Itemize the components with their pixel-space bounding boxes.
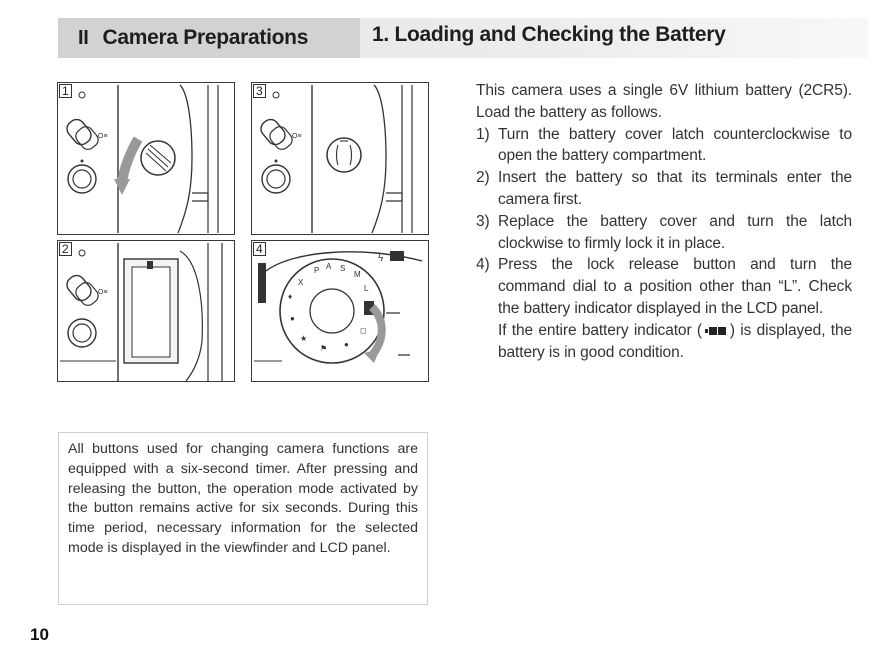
intro-paragraph: This camera uses a single 6V lithium battery (2CR5). Load the battery as follows. <box>476 82 852 121</box>
svg-text:S: S <box>340 264 346 273</box>
svg-text:ϟ: ϟ <box>378 253 384 264</box>
instructions <box>476 80 852 363</box>
step-number: 2) <box>476 169 490 187</box>
page-number: 10 <box>30 625 49 644</box>
page-title: 1. Loading and Checking the Battery <box>372 23 726 46</box>
svg-text:◻: ◻ <box>360 326 367 335</box>
figure-4 <box>251 240 429 382</box>
battery-full-icon <box>705 326 727 336</box>
svg-text:M: M <box>354 270 361 279</box>
section-tab <box>58 18 360 58</box>
step-1 <box>476 124 852 168</box>
svg-text:★: ★ <box>300 334 308 343</box>
svg-text:⚑: ⚑ <box>320 344 328 353</box>
figure-1 <box>57 82 235 235</box>
figure-label: 1 <box>59 84 72 98</box>
figure-label: 3 <box>253 84 266 98</box>
step-text: Turn the battery cover latch counterclockwise to open the battery compartment. <box>498 125 852 165</box>
battery-cover-latch-open-icon <box>58 83 235 235</box>
svg-text:O≡: O≡ <box>292 133 302 140</box>
step-4 <box>476 254 852 319</box>
step-number: 4) <box>476 256 490 274</box>
step-3 <box>476 211 852 255</box>
section-number: II <box>78 26 89 49</box>
battery-indicator-note <box>476 320 852 364</box>
svg-text:♦: ♦ <box>288 292 293 301</box>
svg-text:●: ● <box>344 340 349 349</box>
command-dial-icon <box>252 241 429 382</box>
step-number: 1) <box>476 125 490 143</box>
step-number: 3) <box>476 212 490 230</box>
figure-label: 4 <box>253 242 266 256</box>
svg-text:L: L <box>364 284 369 293</box>
figure-label: 2 <box>59 242 72 256</box>
figure-3 <box>251 82 429 235</box>
battery-compartment-open-icon <box>58 241 235 382</box>
battery-cover-latch-closed-icon <box>252 83 429 235</box>
step-text: Replace the battery cover and turn the latch clockwise to firmly lock it in place. <box>498 212 852 252</box>
svg-text:X: X <box>298 278 304 287</box>
step-text: Insert the battery so that its terminals enter the camera first. <box>498 169 852 208</box>
step-2 <box>476 167 852 211</box>
svg-text:O≡: O≡ <box>98 289 108 296</box>
step-text: Press the lock release button and turn the command dial to a position other than “L”. Check the battery indicator displayed in the LCD panel. <box>498 256 852 317</box>
battery-note-after: ) is displayed, the battery is in good condition. <box>498 321 852 361</box>
svg-text:P: P <box>314 266 320 275</box>
battery-note-before: If the entire battery indicator ( <box>498 321 702 339</box>
figure-2 <box>57 240 235 382</box>
timer-note-box: All buttons used for changing camera functions are equipped with a six-second timer. After pressing and releasing the button, the operation mode activated by the button remains active for six seconds. During this time period, necessary information for the selected mode is displayed in the viewfinder and LCD panel. <box>58 432 428 605</box>
svg-text:●: ● <box>290 314 295 323</box>
svg-text:O≡: O≡ <box>98 133 108 140</box>
section-title: Camera Preparations <box>102 26 309 49</box>
svg-text:A: A <box>326 262 332 271</box>
